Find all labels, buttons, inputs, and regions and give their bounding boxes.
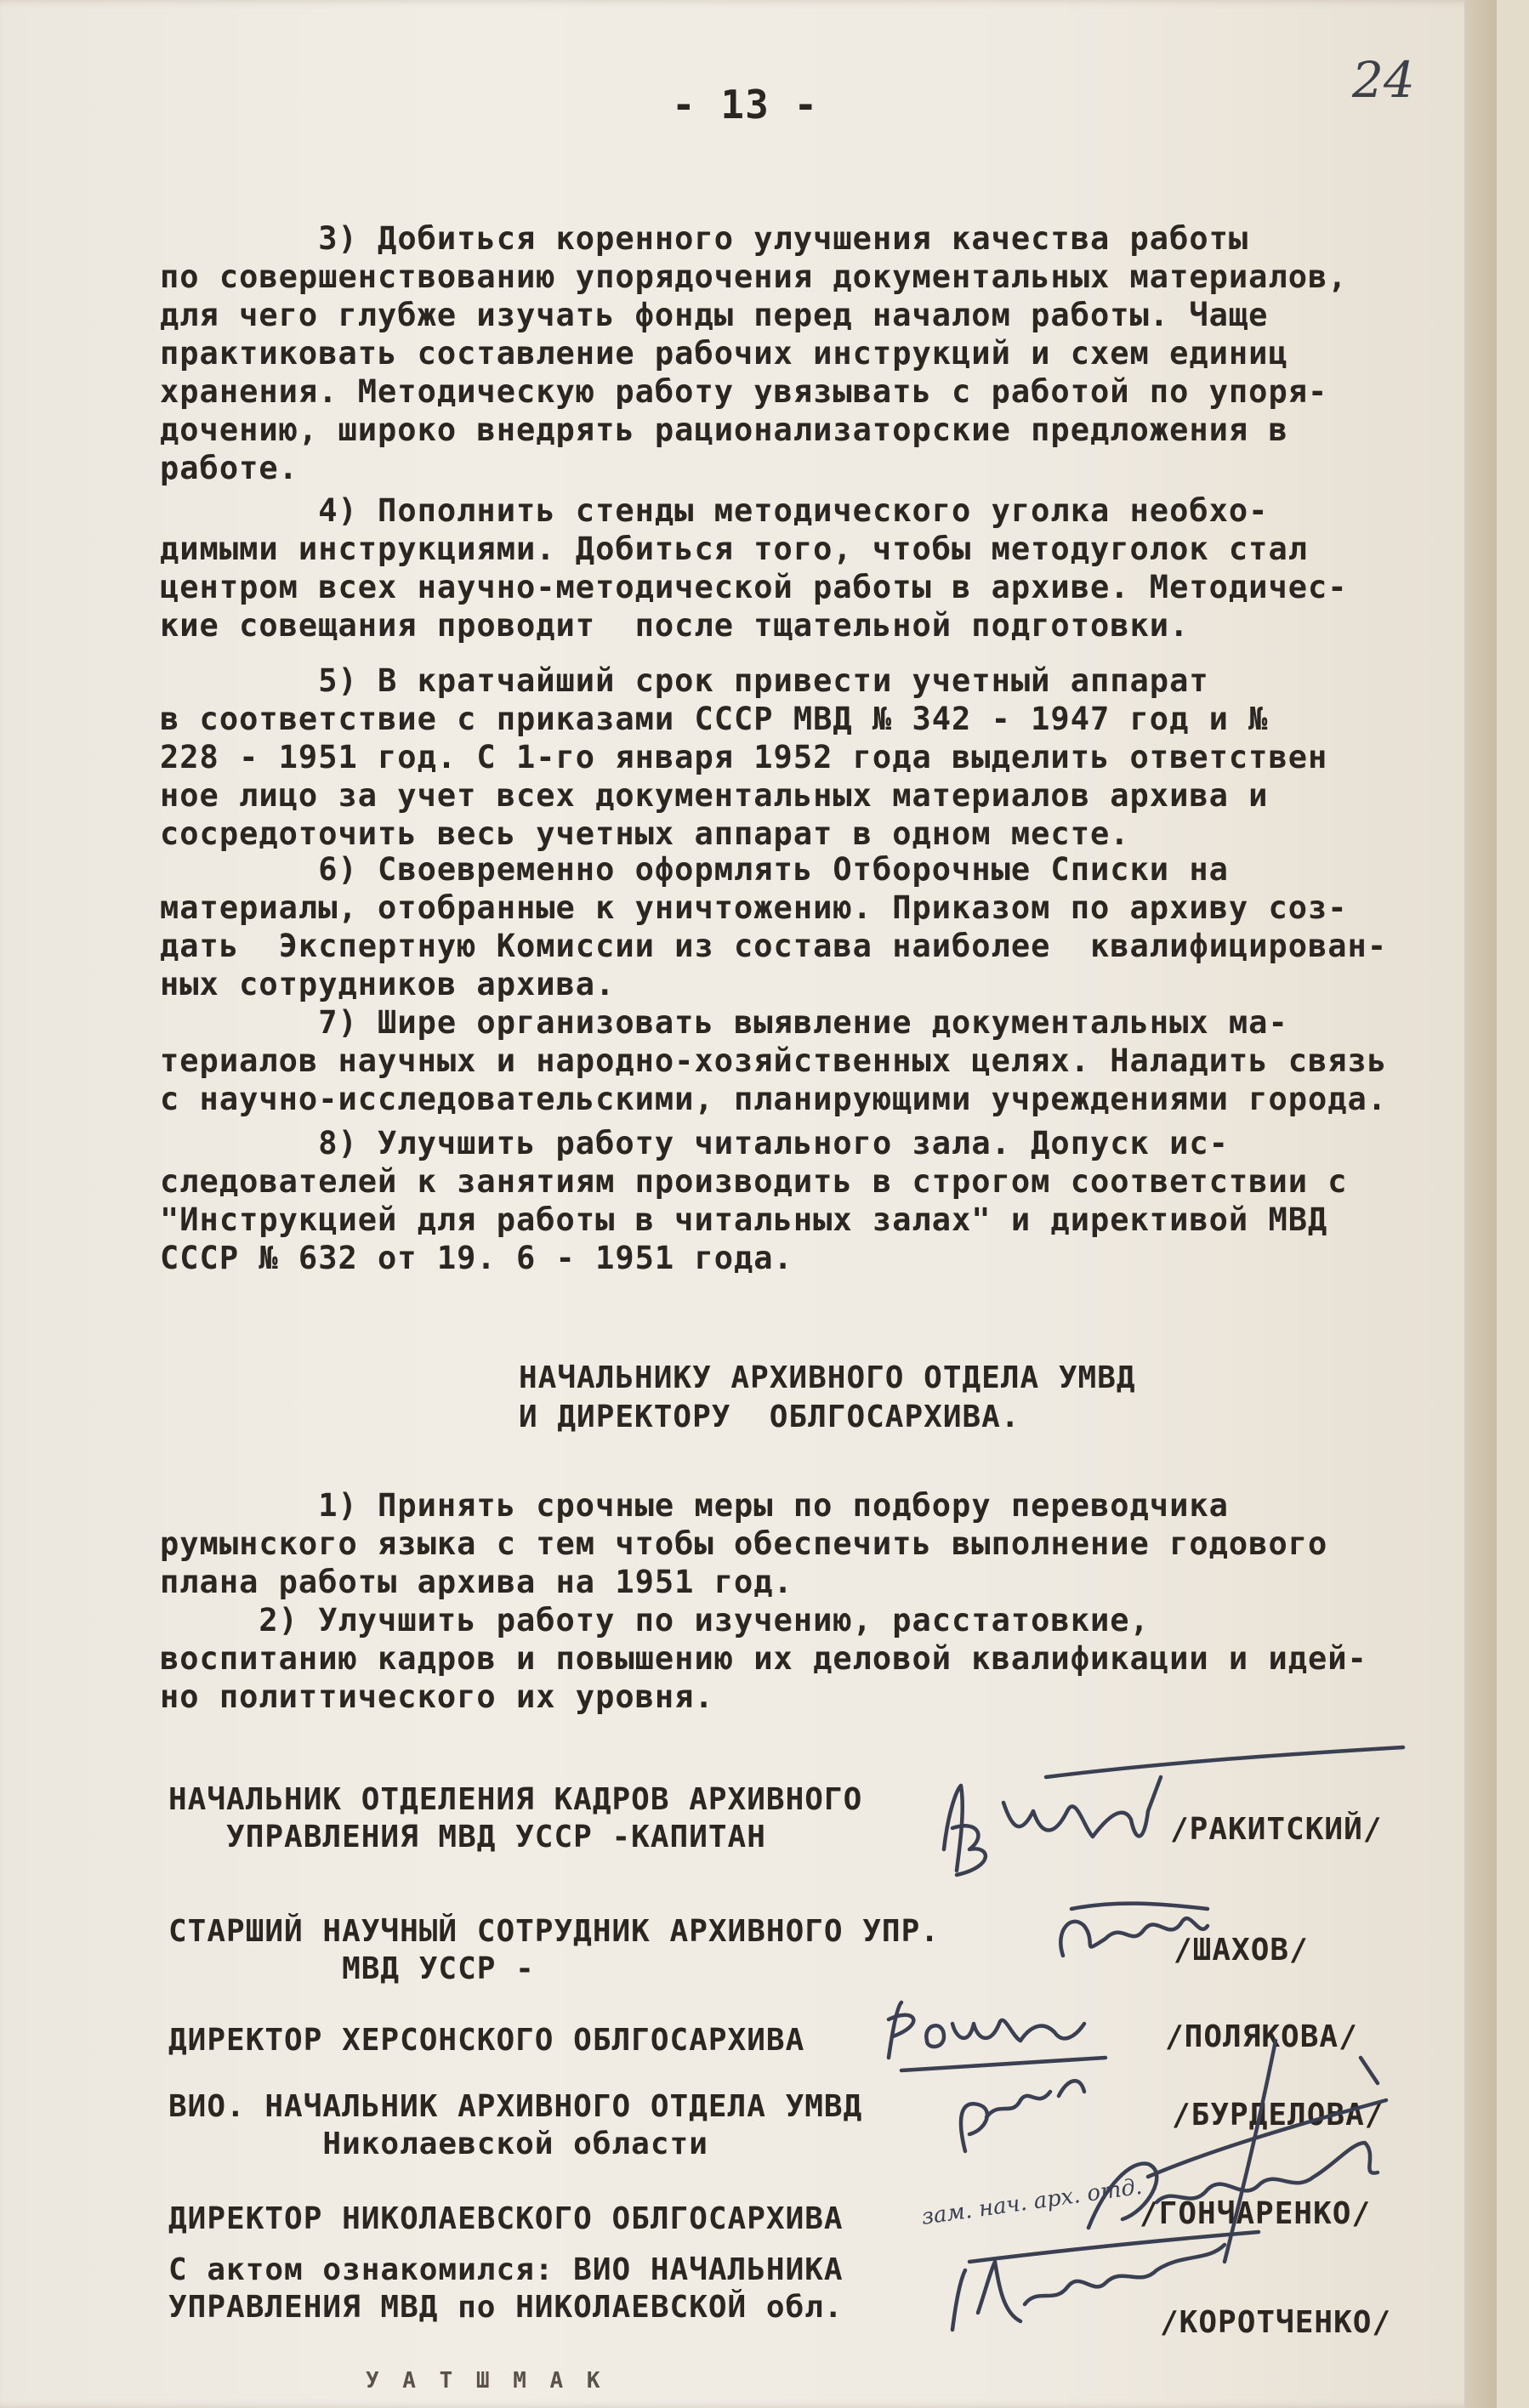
paragraph-7: 7) Шире организовать выявление документальных ма- териалов научных и народно-хозяйственных целях. Наладить связь с научно-исследовательскими, планирующими учреждениями города. (160, 1004, 1388, 1117)
signature-rakitsky (944, 1747, 1403, 1875)
signatory-title-1: НАЧАЛЬНИК ОТДЕЛЕНИЯ КАДРОВ АРХИВНОГО УПРАВЛЕНИЯ МВД УССР -КАПИТАН (168, 1782, 863, 1854)
paragraph-8: 8) Улучшить работу читального зала. Допуск ис- следователей к занятиям производить в строгом соответствии с "Инструкцией для работы в читальных залах" и директивой МВД СССР № 632 от 19. 6 - 1951 года. (160, 1125, 1348, 1276)
signatory-name-3: /ПОЛЯКОВА/ (1165, 2019, 1358, 2054)
paragraph-4: 4) Пополнить стенды методического уголка необхо- димыми инструкциями. Добиться того, чтобы методуголок стал центром всех научно-методической работы в архиве. Методичес- кие совещания проводит после тщательной подготовки. (160, 492, 1348, 644)
signatory-title-4: ВИО. НАЧАЛЬНИК АРХИВНОГО ОТДЕЛА УМВД Николаевской области (168, 2089, 863, 2161)
paragraph-3: 3) Добиться коренного улучшения качества работы по совершенствованию упорядочения документальных материалов, для чего глубже изучать фонды перед началом работы. Чаще практиковать составление рабочих инструкций и схем единиц хранения. Методическую работу увязывать с работой по упоря- дочению, широко внедрять рационализаторские предложения в работе. (160, 220, 1348, 486)
paragraph-addressee: 1) Принять срочные меры по подбору переводчика румынского языка с тем чтобы обеспечить выполнение годового плана работы архива на 1951 год. 2) Улучшить работу по изучению, расстатовкие, воспитанию кадров и повышению их деловой квалификации и идей- но политтического их уровня. (160, 1487, 1367, 1715)
signatory-name-4: /БУРДЕЛОВА/ (1172, 2098, 1384, 2133)
handwritten-margin-note: зам. нач. арх. отд. (919, 2173, 1144, 2230)
signature-burdelova (961, 2041, 1378, 2262)
signature-korotchenko (952, 2232, 1259, 2330)
cut-off-bottom-line: У А Т Ш М А К (366, 2368, 605, 2394)
signatory-name-5: /ГОНЧАРЕНКО/ (1140, 2196, 1372, 2231)
archive-page-number: 24 (1352, 51, 1415, 109)
signatory-name-6: /КОРОТЧЕНКО/ (1160, 2305, 1392, 2340)
addressee-heading: НАЧАЛЬНИКУ АРХИВНОГО ОТДЕЛА УМВД И ДИРЕКТОРУ ОБЛГОСАРХИВА. (519, 1360, 1136, 1434)
signatory-title-2: СТАРШИЙ НАУЧНЫЙ СОТРУДНИК АРХИВНОГО УПР. МВД УССР - (168, 1914, 940, 1986)
paragraph-6: 6) Своевременно оформлять Отборочные Списки на материалы, отобранные к уничтожению. Приказом по архиву соз- дать Экспертную Комиссии из состава наиболее квалифицирован- ных сотрудников архива. (160, 851, 1388, 1002)
page-number: - 13 - (672, 82, 819, 128)
signatory-title-6: С актом ознакомился: ВИО НАЧАЛЬНИКА УПРАВЛЕНИЯ МВД по НИКОЛАЕВСКОЙ обл. (168, 2252, 844, 2325)
signature-polyakova (889, 2002, 1106, 2070)
signatory-title-3: ДИРЕКТОР ХЕРСОНСКОГО ОБЛГОСАРХИВА (168, 2023, 805, 2058)
signatory-name-1: /РАКИТСКИЙ/ (1170, 1812, 1383, 1847)
signatory-title-5: ДИРЕКТОР НИКОЛАЕВСКОГО ОБЛГОСАРХИВА (168, 2201, 844, 2236)
signature-shakhov (1060, 1904, 1208, 1956)
paragraph-5: 5) В кратчайший срок привести учетный аппарат в соответствие с приказами СССР МВД № 342 - 1947 год и № 228 - 1951 год. С 1-го января 1952 года выделить ответствен ное лицо за учет всех документальных материалов архива и сосредоточить весь учетных аппарат в одном месте. (160, 662, 1328, 852)
signatory-name-2: /ШАХОВ/ (1174, 1933, 1309, 1968)
